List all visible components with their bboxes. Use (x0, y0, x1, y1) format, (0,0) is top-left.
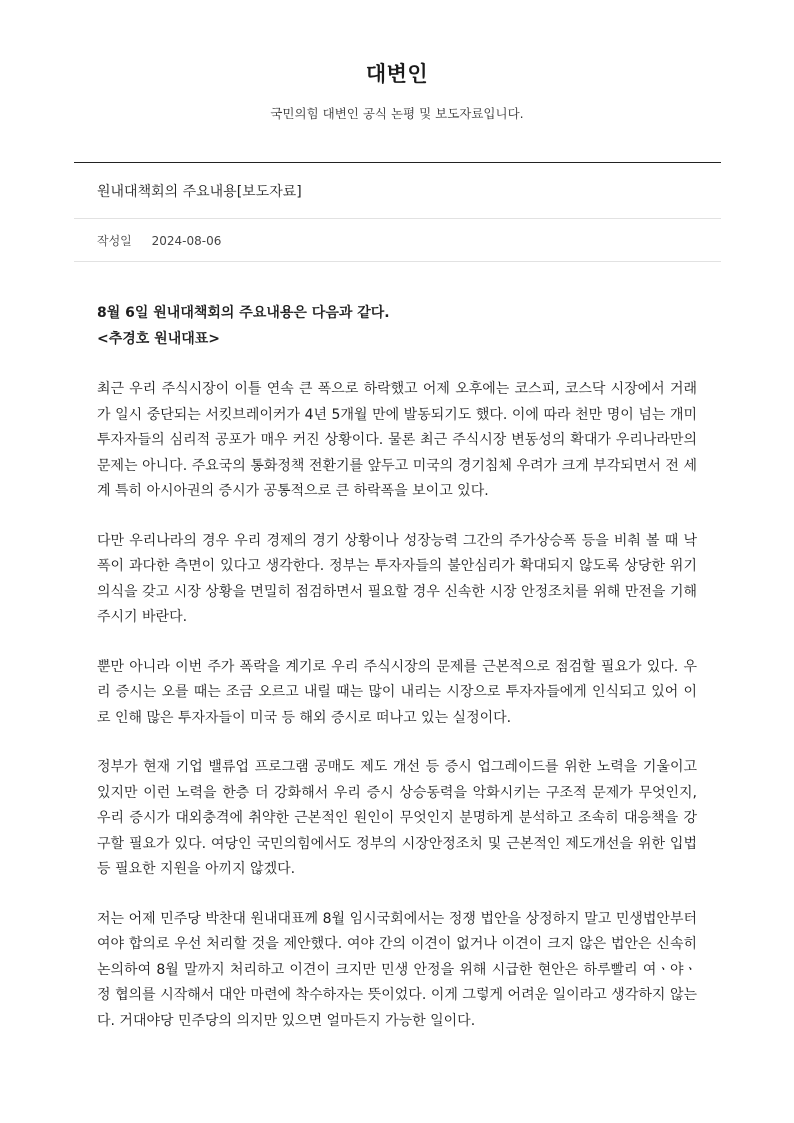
date-label: 작성일 (97, 234, 132, 248)
paragraph: 다만 우리나라의 경우 우리 경제의 경기 상황이나 성장능력 그간의 주가상승폭 등을 비춰 볼 때 낙폭이 과다한 측면이 있다고 생각한다. 정부는 투자자들의 불안심리가 확대되지 않도록 상당한 위기의식을 갖고 시장 상황을 면밀히 점검하면서 필요할 경우 신속한 시장 안정조치를 위해 만전을 기해주시기 바란다. (97, 532, 697, 625)
article-lead (97, 301, 697, 352)
meta-divider (74, 261, 721, 262)
title-divider (74, 218, 721, 219)
post-meta (97, 232, 221, 249)
post-title: 원내대책회의 주요내용[보도자료] (97, 184, 302, 200)
paragraph: 저는 어제 민주당 박찬대 원내대표께 8월 임시국회에서는 정쟁 법안을 상정하지 말고 민생법안부터 여야 합의로 우선 처리할 것을 제안했다. 여야 간의 이견이 없거나 이견이 크지 않은 법안은 신속히 논의하여 8월 말까지 처리하고 이견이 크지만 민생 안정을 위해 시급한 현안은 하루빨리 여ㆍ야ㆍ정 협의를 시작해서 대안 마련에 착수하자는 뜻이었다. 이게 그렇게 어려운 일이라고 생각하지 않는다. 거대야당 민주당의 의지만 있으면 얼마든지 가능한 일이다. (97, 910, 697, 1029)
paragraph: 정부가 현재 기업 밸류업 프로그램 공매도 제도 개선 등 증시 업그레이드를 위한 노력을 기울이고 있지만 이런 노력을 한층 더 강화해서 우리 증시 상승동력을 악화시키는 구조적 문제가 무엇인지, 우리 증시가 대외충격에 취약한 근본적인 원인이 무엇인지 분명하게 분석하고 조속히 대응책을 강구할 필요가 있다. 여당인 국민의힘에서도 정부의 시장안정조치 및 근본적인 제도개선을 위한 입법 등 필요한 지원을 아끼지 않겠다. (97, 759, 697, 877)
speaker-line: <추경호 원내대표> (97, 330, 221, 347)
site-subtitle: 국민의힘 대변인 공식 논평 및 보도자료입니다. (270, 106, 524, 121)
paragraph: 최근 우리 주식시장이 이틀 연속 큰 폭으로 하락했고 어제 오후에는 코스피, 코스닥 시장에서 거래가 일시 중단되는 서킷브레이커가 4년 5개월 만에 발동되기도 했다. 이에 따라 천만 명이 넘는 개미 투자자들의 심리적 공포가 매우 커진 상황이다. 물론 최근 주식시장 변동성의 확대가 우리나라만의 문제는 아니다. 주요국의 통화정책 전환기를 앞두고 미국의 경기침체 우려가 크게 부각되면서 전 세계 특히 아시아권의 증시가 공통적으로 큰 하락폭을 보이고 있다. (97, 381, 697, 499)
lead-line: 8월 6일 원내대책회의 주요내용은 다음과 같다. (97, 305, 390, 321)
post-date: 2024-08-06 (151, 234, 222, 248)
site-title: 대변인 (365, 62, 429, 86)
article-body (97, 301, 697, 1058)
header-divider (74, 162, 721, 163)
paragraph: 뿐만 아니라 이번 주가 폭락을 계기로 우리 주식시장의 문제를 근본적으로 점검할 필요가 있다. 우리 증시는 오를 때는 조금 오르고 내릴 때는 많이 내리는 시장으로 투자자들에게 인식되고 있어 이로 인해 많은 투자자들이 미국 등 해외 증시로 떠나고 있는 실정이다. (97, 658, 697, 726)
